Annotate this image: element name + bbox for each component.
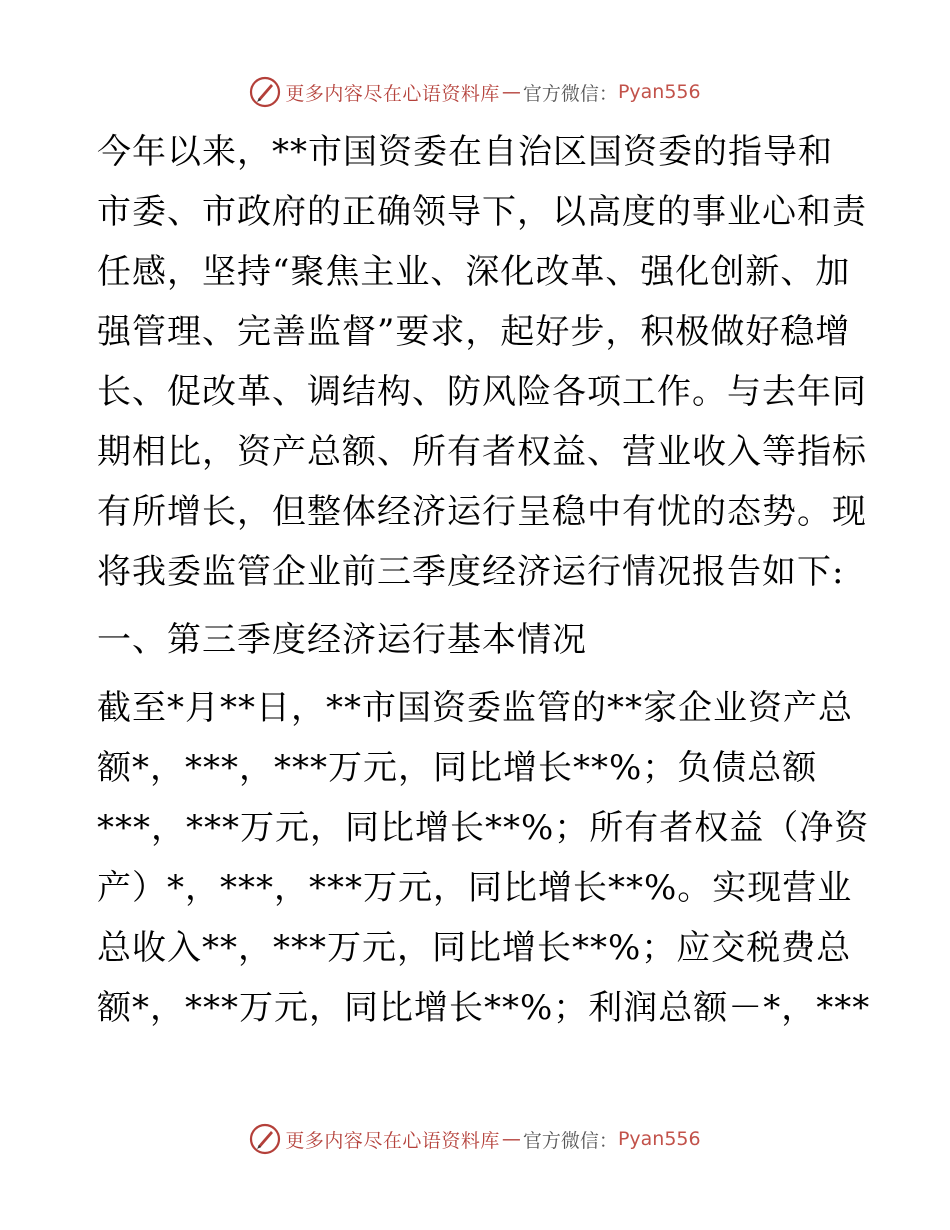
watermark-text: 更多内容尽在心语资料库 <box>285 1129 500 1152</box>
document-body <box>97 122 871 1038</box>
paragraph-line: 产）*，***，***万元，同比增长**%。实现营业 <box>97 868 853 908</box>
quill-pen-logo-icon <box>249 76 281 108</box>
paragraph-line: 今年以来，**市国资委在自治区国资委的指导和 <box>97 132 833 172</box>
paragraph-line: 长、促改革、调结构、防风险各项工作。与去年同 <box>97 372 867 412</box>
paragraph-line: 强管理、完善监督”要求，起好步，积极做好稳增 <box>97 312 851 352</box>
paragraph-line: 任感，坚持“聚焦主业、深化改革、强化创新、加 <box>97 252 851 292</box>
footer-watermark-banner <box>0 1119 950 1159</box>
paragraph-line: 总收入**，***万元，同比增长**%；应交税费总 <box>97 928 852 968</box>
watermark-separator: — <box>501 1128 521 1150</box>
detail-paragraph <box>97 678 871 1038</box>
intro-paragraph <box>97 122 867 602</box>
paragraph-line: 有所增长，但整体经济运行呈稳中有忧的态势。现 <box>97 492 867 532</box>
watermark-wechat-id: Pyan556 <box>617 1128 701 1150</box>
paragraph-line: 市委、市政府的正确领导下，以高度的事业心和责 <box>97 192 867 232</box>
watermark-wechat-id: Pyan556 <box>617 81 701 103</box>
paragraph-line: 期相比，资产总额、所有者权益、营业收入等指标 <box>97 432 867 472</box>
paragraph-line: 额*，***万元，同比增长**%；利润总额－*，*** <box>97 988 871 1028</box>
header-watermark-banner <box>0 72 950 112</box>
paragraph-line: 将我委监管企业前三季度经济运行情况报告如下: <box>97 552 845 592</box>
quill-pen-logo-icon <box>249 1123 281 1155</box>
watermark-wechat-label: 官方微信： <box>522 82 618 105</box>
paragraph-line: ***，***万元，同比增长**%；所有者权益（净资 <box>97 808 870 848</box>
watermark-wechat-label: 官方微信： <box>522 1129 618 1152</box>
section-heading: 一、第三季度经济运行基本情况 <box>97 620 587 660</box>
watermark-separator: — <box>501 81 521 103</box>
watermark-text: 更多内容尽在心语资料库 <box>285 82 500 105</box>
paragraph-line: 截至*月**日，**市国资委监管的**家企业资产总 <box>97 688 853 728</box>
paragraph-line: 额*，***，***万元，同比增长**%；负债总额 <box>97 748 818 788</box>
